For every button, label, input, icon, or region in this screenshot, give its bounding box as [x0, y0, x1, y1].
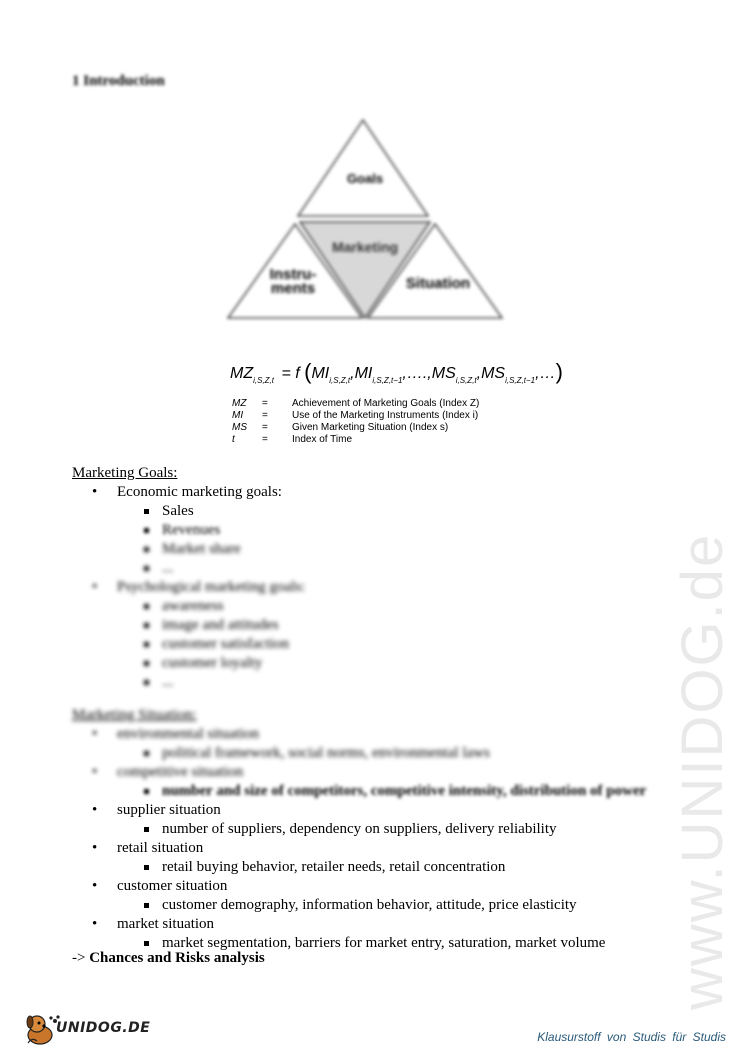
legend-equals: =: [262, 410, 268, 421]
marketing-goals-section: [72, 464, 305, 692]
formula-t1: MI: [311, 365, 330, 382]
conclusion-text: Chances and Risks analysis: [89, 950, 265, 966]
legend-equals: =: [262, 422, 268, 433]
marketing-goals-title: Marketing Goals:: [72, 465, 178, 481]
legend-symbol: MI: [232, 410, 244, 421]
legend-equals: =: [262, 398, 268, 409]
formula-t2: MI: [354, 365, 373, 382]
formula-dots: ….: [406, 365, 428, 382]
dog-icon: [24, 1013, 60, 1047]
formula-t2-sub: i,S,Z,t−1: [372, 376, 403, 385]
formula-t4: MS: [481, 365, 506, 382]
goal-revenues: Revenues: [72, 521, 305, 540]
goal-customer-satisfaction: customer satisfaction: [72, 635, 305, 654]
economic-goals-item: • Economic marketing goals:: [72, 483, 305, 502]
environmental-situation-detail: political framework, social norms, environmental laws: [72, 744, 646, 763]
legend-row-mz: [232, 398, 479, 410]
legend-row-mi: [232, 410, 479, 422]
conclusion-arrow: ->: [72, 950, 86, 966]
legend-row-t: [232, 434, 479, 446]
conclusion-line: [72, 950, 265, 967]
legend-symbol: MZ: [232, 398, 247, 409]
goal-sales: Sales: [72, 502, 305, 521]
market-situation-detail: market segmentation, barriers for market entry, saturation, market volume: [72, 934, 646, 953]
goal-awareness: awareness: [72, 597, 305, 616]
market-situation-item: • market situation: [72, 915, 646, 934]
instruments-label: [258, 268, 328, 296]
marketing-situation-section: [72, 706, 646, 953]
legend-equals: =: [262, 434, 268, 445]
goals-triangle: [298, 120, 428, 216]
goals-label: Goals: [346, 171, 384, 186]
instruments-label-line2: ments: [270, 280, 316, 297]
goal-psych-more: ...: [72, 673, 305, 692]
formula-t1-sub: i,S,Z,t: [329, 376, 351, 385]
footer-tagline: Klausurstoff von Studis für Studis: [537, 1030, 726, 1044]
formula-t3: MS: [431, 365, 456, 382]
goal-image-attitudes: image and attitudes: [72, 616, 305, 635]
watermark-text: www.UNIDOG.de: [670, 532, 735, 1010]
marketing-situation-title: Marketing Situation:: [72, 707, 197, 723]
goal-customer-loyalty: customer loyalty: [72, 654, 305, 673]
goal-market-share: Market share: [72, 540, 305, 559]
legend-symbol: t: [232, 434, 235, 445]
formula-lhs: MZ: [230, 365, 254, 382]
retail-situation-detail: retail buying behavior, retailer needs, retail concentration: [72, 858, 646, 877]
legend-symbol: MS: [232, 422, 247, 433]
legend-row-ms: [232, 422, 479, 434]
legend-description: Achievement of Marketing Goals (Index Z): [292, 398, 480, 409]
logo-text: UNIDOG.DE: [56, 1020, 151, 1036]
formula: [230, 356, 590, 396]
formula-t4-sub: i,S,Z,t−1: [505, 376, 536, 385]
marketing-pyramid-diagram: [220, 112, 520, 327]
supplier-situation-item: • supplier situation: [72, 801, 646, 820]
competitive-situation-detail: number and size of competitors, competitive intensity, distribution of power: [72, 782, 646, 801]
instruments-label-line1: Instru-: [269, 266, 317, 283]
formula-t3-sub: i,S,Z,t: [455, 376, 477, 385]
legend-description: Given Marketing Situation (Index s): [292, 422, 449, 433]
legend-description: Use of the Marketing Instruments (Index i): [292, 410, 479, 421]
formula-tail: …: [539, 365, 556, 382]
formula-svg: [230, 356, 590, 396]
situation-label: Situation: [405, 275, 471, 292]
formula-legend: [232, 398, 479, 446]
goal-more: ...: [72, 559, 305, 578]
marketing-label: Marketing: [331, 239, 399, 255]
environmental-situation-item: • environmental situation: [72, 725, 646, 744]
competitive-situation-item: • competitive situation: [72, 763, 646, 782]
formula-lhs-sub: i,S,Z,t: [253, 376, 274, 385]
formula-eq: = f: [281, 365, 300, 382]
retail-situation-item: • retail situation: [72, 839, 646, 858]
psychological-goals-item: • Psychological marketing goals:: [72, 578, 305, 597]
legend-description: Index of Time: [292, 434, 353, 445]
svg-text:MZi,S,Z,t = f (MIi: $MZ_{i,S,Z,t}$ = f $(MI_{i,S,Z,t},MI_{i,S,Z,t-1},\dots.,MS_{i,S,Z,t},MS_{i,S,Z,t-1},\dots)$: [230, 359, 563, 385]
customer-situation-item: • customer situation: [72, 877, 646, 896]
customer-situation-detail: customer demography, information behavior, attitude, price elasticity: [72, 896, 646, 915]
supplier-situation-detail: number of suppliers, dependency on suppliers, delivery reliability: [72, 820, 646, 839]
page-heading: 1 Introduction: [72, 73, 165, 89]
